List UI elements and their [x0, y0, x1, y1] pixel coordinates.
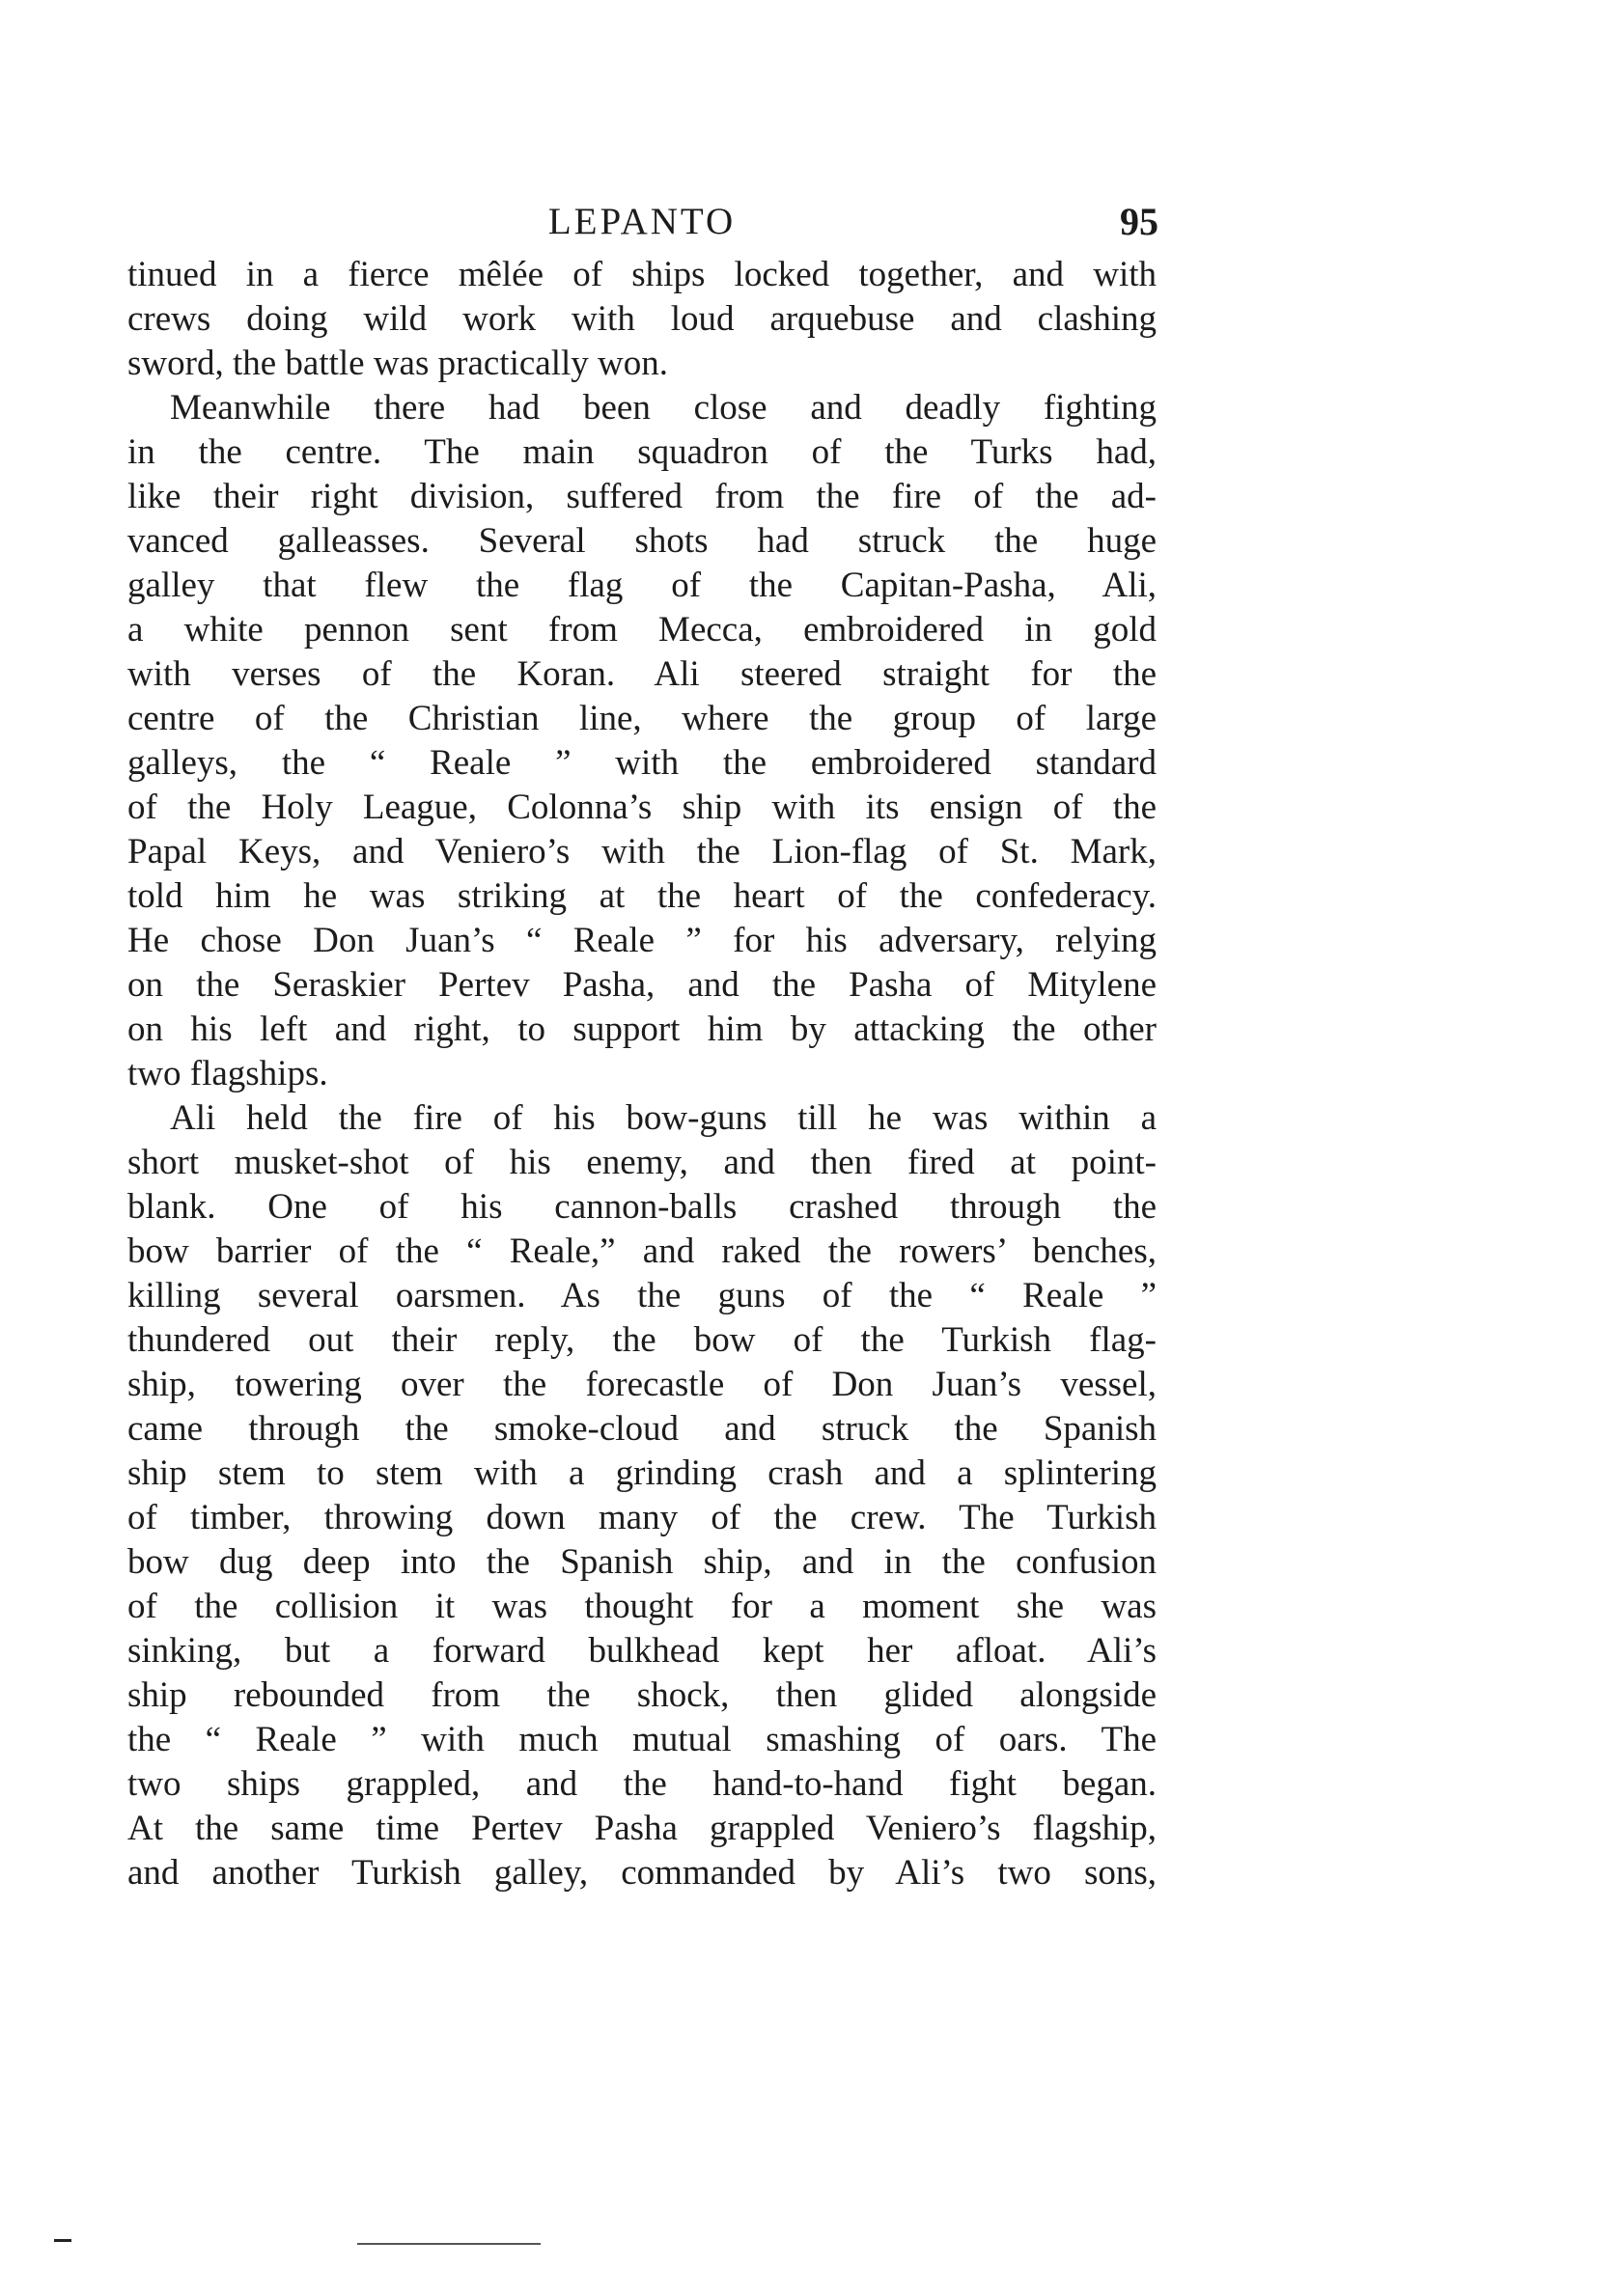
text-line: thundered out their reply, the bow of the Turkish flag-: [127, 1320, 1157, 1360]
text-line: galley that flew the flag of the Capitan-Pasha, Ali,: [127, 566, 1157, 605]
text-line: the “ Reale ” with much mutual smashing of oars. The: [127, 1720, 1157, 1759]
text-line: tinued in a fierce mêlée of ships locked together, and with: [127, 255, 1157, 294]
text-line: with verses of the Koran. Ali steered straight for the: [127, 654, 1157, 694]
text-line: of the collision it was thought for a moment she was: [127, 1587, 1157, 1626]
body-text: [127, 253, 1157, 1895]
text-line: like their right division, suffered from the fire of the ad-: [127, 477, 1157, 516]
text-line: ship rebounded from the shock, then glided alongside: [127, 1675, 1157, 1715]
text-line: Papal Keys, and Veniero’s with the Lion-flag of St. Mark,: [127, 832, 1157, 871]
text-line: sword, the battle was practically won.: [127, 344, 668, 383]
text-line: galleys, the “ Reale ” with the embroidered standard: [127, 743, 1157, 783]
text-line: two ships grappled, and the hand-to-hand fight began.: [127, 1764, 1157, 1804]
text-line: of timber, throwing down many of the crew. The Turkish: [127, 1498, 1157, 1537]
text-line: told him he was striking at the heart of the confederacy.: [127, 876, 1157, 916]
text-line: Meanwhile there had been close and deadly fighting: [170, 388, 1157, 428]
text-line: killing several oarsmen. As the guns of the “ Reale ”: [127, 1276, 1157, 1315]
text-line: and another Turkish galley, commanded by Ali’s two sons,: [127, 1853, 1157, 1893]
text-line: bow dug deep into the Spanish ship, and in the confusion: [127, 1542, 1157, 1582]
text-line: on his left and right, to support him by attacking the other: [127, 1010, 1157, 1049]
paragraph-2: [127, 386, 1157, 1096]
page-header: [126, 195, 1158, 249]
text-line: short musket-shot of his enemy, and then fired at point-: [127, 1143, 1157, 1182]
paragraph-1: [127, 253, 1157, 386]
text-line: ship stem to stem with a grinding crash and a splintering: [127, 1453, 1157, 1493]
text-line: blank. One of his cannon-balls crashed through the: [127, 1187, 1157, 1227]
text-line: on the Seraskier Pertev Pasha, and the Pasha of Mitylene: [127, 965, 1157, 1005]
text-line: of the Holy League, Colonna’s ship with its ensign of the: [127, 788, 1157, 827]
text-line: two flagships.: [127, 1054, 328, 1093]
text-line: sinking, but a forward bulkhead kept her afloat. Ali’s: [127, 1631, 1157, 1671]
text-line: in the centre. The main squadron of the Turks had,: [127, 432, 1157, 472]
text-line: vanced galleasses. Several shots had struck the huge: [127, 521, 1157, 561]
running-head: LEPANTO: [547, 201, 737, 242]
text-line: bow barrier of the “ Reale,” and raked the rowers’ benches,: [127, 1231, 1157, 1271]
footer-rule: [357, 2243, 541, 2245]
text-line: He chose Don Juan’s “ Reale ” for his adversary, relying: [127, 921, 1157, 960]
text-line: Ali held the fire of his bow-guns till he was within a: [170, 1098, 1157, 1138]
text-line: a white pennon sent from Mecca, embroidered in gold: [127, 610, 1157, 650]
text-line: crews doing wild work with loud arquebuse and clashing: [127, 299, 1157, 339]
text-line: came through the smoke-cloud and struck the Spanish: [127, 1409, 1157, 1449]
paragraph-3: [127, 1096, 1157, 1895]
text-line: centre of the Christian line, where the group of large: [127, 699, 1157, 738]
page-number: 95: [1120, 200, 1158, 243]
text-line: ship, towering over the forecastle of Don Juan’s vessel,: [127, 1365, 1157, 1404]
text-line: At the same time Pertev Pasha grappled Veniero’s flagship,: [127, 1809, 1157, 1848]
footer-mark: [54, 2239, 71, 2242]
